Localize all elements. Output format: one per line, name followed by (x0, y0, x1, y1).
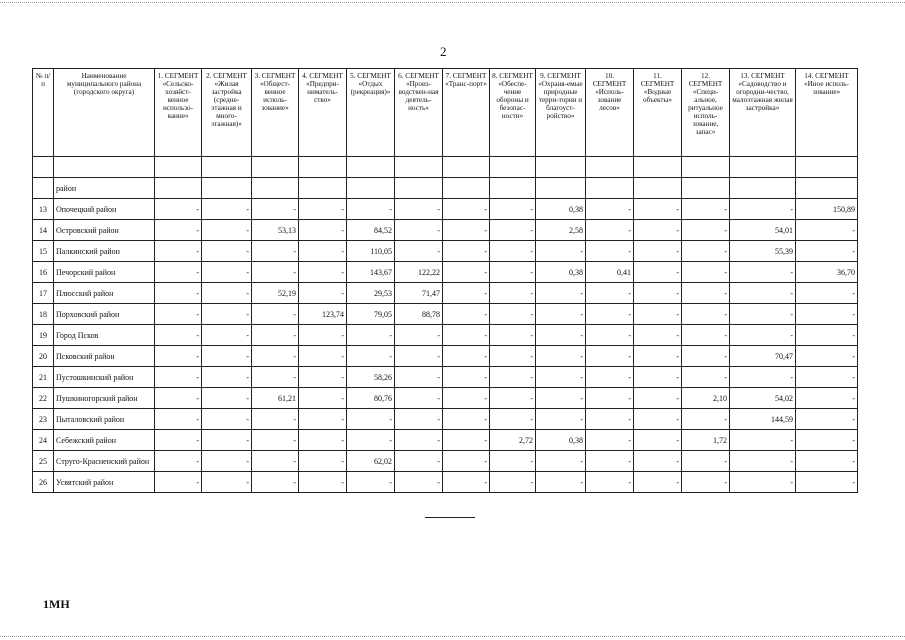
segment-value-cell: - (155, 430, 202, 451)
header-cell: 11. СЕГМЕНТ «Водные объекты» (634, 69, 682, 157)
segment-value-cell: - (155, 199, 202, 220)
segment-value-cell: - (443, 220, 490, 241)
segment-value-cell: - (536, 367, 586, 388)
segment-value-cell: - (634, 430, 682, 451)
table-header-row (33, 69, 858, 157)
table-row (33, 430, 858, 451)
segment-value-cell: - (299, 388, 347, 409)
segment-value-cell: - (443, 304, 490, 325)
header-cell: 1. СЕГМЕНТ «Сельско-хозяйст-венное использо-вание» (155, 69, 202, 157)
segment-value-cell: - (443, 241, 490, 262)
segment-value-cell: - (299, 199, 347, 220)
row-number: 18 (33, 304, 54, 325)
segment-value-cell: - (395, 409, 443, 430)
segment-value-cell: - (730, 325, 796, 346)
segment-value-cell: - (634, 472, 682, 493)
segment-value-cell: - (347, 472, 395, 493)
segment-value-cell: - (586, 430, 634, 451)
segment-value-cell: - (443, 409, 490, 430)
segment-value-cell: - (155, 388, 202, 409)
segment-value-cell: - (299, 367, 347, 388)
segment-value-cell: - (395, 199, 443, 220)
segment-value-cell: - (252, 346, 299, 367)
segment-value-cell: - (155, 283, 202, 304)
segment-value-cell: - (202, 367, 252, 388)
segment-value-cell: - (490, 409, 536, 430)
segment-value-cell: - (202, 472, 252, 493)
footer-code: 1МН (43, 597, 70, 611)
segment-value-cell: - (730, 304, 796, 325)
segment-value-cell: - (202, 283, 252, 304)
segment-value-cell: 62,02 (347, 451, 395, 472)
district-name: Псковский район (54, 346, 155, 367)
segment-value-cell: - (536, 451, 586, 472)
header-cell: 13. СЕГМЕНТ «Садоводство и огородни-чество, малоэтажная жилая застройка» (730, 69, 796, 157)
segment-value-cell: - (252, 262, 299, 283)
row-number: 20 (33, 346, 54, 367)
table-row (33, 220, 858, 241)
row-number: 23 (33, 409, 54, 430)
segment-value-cell: - (202, 220, 252, 241)
header-cell: 5. СЕГМЕНТ «Отдых (рекреация)» (347, 69, 395, 157)
segment-value-cell: - (347, 346, 395, 367)
segment-value-cell: - (536, 409, 586, 430)
segment-value-cell: - (490, 241, 536, 262)
segment-value-cell: - (796, 451, 858, 472)
district-name: Струго-Красненский район (54, 451, 155, 472)
district-name: Пушкиногорский район (54, 388, 155, 409)
segment-value-cell: - (682, 346, 730, 367)
segment-value-cell: - (796, 241, 858, 262)
row-number: 21 (33, 367, 54, 388)
segment-value-cell: - (202, 199, 252, 220)
segment-value-cell: - (730, 262, 796, 283)
segment-value-cell: 84,52 (347, 220, 395, 241)
segment-value-cell: 53,13 (252, 220, 299, 241)
row-number: 15 (33, 241, 54, 262)
header-cell: 2. СЕГМЕНТ «Жилая застройка (средне-этажная и много-этажная)» (202, 69, 252, 157)
segment-value-cell: - (536, 325, 586, 346)
segment-value-cell: - (490, 304, 536, 325)
segment-value-cell: 55,39 (730, 241, 796, 262)
table-row (33, 262, 858, 283)
segment-value-cell: - (682, 409, 730, 430)
segment-value-cell: - (202, 388, 252, 409)
segment-value-cell: - (634, 283, 682, 304)
segment-value-cell: 1,72 (682, 430, 730, 451)
segment-value-cell: - (536, 388, 586, 409)
segment-value-cell: 110,05 (347, 241, 395, 262)
segment-value-cell: - (586, 388, 634, 409)
segment-value-cell: - (682, 304, 730, 325)
segment-value-cell: - (536, 241, 586, 262)
table-row (33, 367, 858, 388)
segment-value-cell: - (490, 262, 536, 283)
segment-value-cell: - (443, 283, 490, 304)
segment-value-cell: - (443, 430, 490, 451)
segment-value-cell: 52,19 (252, 283, 299, 304)
page-number: 2 (440, 44, 447, 59)
segment-value-cell: - (634, 367, 682, 388)
segment-value-cell: - (586, 367, 634, 388)
row-number: 24 (33, 430, 54, 451)
segment-value-cell: - (586, 346, 634, 367)
segment-value-cell: - (490, 367, 536, 388)
segment-value-cell: - (682, 220, 730, 241)
segment-value-cell: - (299, 430, 347, 451)
segment-value-cell: - (395, 430, 443, 451)
segment-value-cell: - (443, 199, 490, 220)
segment-value-cell: - (634, 304, 682, 325)
segment-value-cell: - (443, 367, 490, 388)
segment-value-cell: - (796, 472, 858, 493)
district-name: Пустошкинский район (54, 367, 155, 388)
segment-value-cell: - (586, 304, 634, 325)
segment-value-cell: - (796, 409, 858, 430)
segment-value-cell: - (155, 451, 202, 472)
segment-value-cell: - (634, 199, 682, 220)
segment-value-cell: 70,47 (730, 346, 796, 367)
segment-area-table (32, 68, 858, 493)
segment-value-cell: 150,89 (796, 199, 858, 220)
segment-value-cell: - (490, 199, 536, 220)
header-cell: 7. СЕГМЕНТ «Транс-порт» (443, 69, 490, 157)
segment-value-cell: - (443, 346, 490, 367)
segment-value-cell: - (443, 451, 490, 472)
segment-value-cell: - (536, 346, 586, 367)
segment-value-cell: - (395, 472, 443, 493)
district-name: Островский район (54, 220, 155, 241)
segment-value-cell: - (299, 346, 347, 367)
segment-value-cell: - (586, 199, 634, 220)
table-row (33, 472, 858, 493)
district-name: Плюсский район (54, 283, 155, 304)
segment-value-cell: 54,02 (730, 388, 796, 409)
row-number: 14 (33, 220, 54, 241)
segment-value-cell: - (634, 325, 682, 346)
segment-value-cell: - (443, 325, 490, 346)
segment-value-cell: 80,76 (347, 388, 395, 409)
segment-value-cell: 123,74 (299, 304, 347, 325)
segment-value-cell: - (586, 472, 634, 493)
continuation-row (33, 178, 858, 199)
segment-value-cell: - (586, 220, 634, 241)
segment-value-cell: - (252, 304, 299, 325)
table-row (33, 283, 858, 304)
segment-value-cell: - (299, 283, 347, 304)
segment-value-cell: - (730, 367, 796, 388)
spacer-row (33, 157, 858, 178)
segment-value-cell: 79,05 (347, 304, 395, 325)
segment-value-cell: - (395, 388, 443, 409)
district-name: Пыталовский район (54, 409, 155, 430)
segment-value-cell: - (490, 283, 536, 304)
header-cell: 4. СЕГМЕНТ «Предпри-ниматель-ство» (299, 69, 347, 157)
segment-value-cell: - (634, 241, 682, 262)
segment-value-cell: - (155, 304, 202, 325)
segment-value-cell: - (796, 220, 858, 241)
table-row (33, 346, 858, 367)
segment-value-cell: - (536, 283, 586, 304)
segment-value-cell: - (155, 241, 202, 262)
segment-value-cell: - (536, 472, 586, 493)
header-cell: 6. СЕГМЕНТ «Произ-водствен-ная деятель-ность» (395, 69, 443, 157)
segment-value-cell: 54,01 (730, 220, 796, 241)
segment-value-cell: - (586, 283, 634, 304)
segment-value-cell: 0,38 (536, 199, 586, 220)
segment-value-cell: - (202, 262, 252, 283)
segment-value-cell: 0,38 (536, 262, 586, 283)
table-row (33, 409, 858, 430)
segment-value-cell: - (252, 472, 299, 493)
segment-value-cell: - (586, 325, 634, 346)
segment-value-cell: - (490, 325, 536, 346)
segment-value-cell: 0,41 (586, 262, 634, 283)
segment-value-cell: - (299, 220, 347, 241)
segment-value-cell: - (395, 241, 443, 262)
segment-value-cell: - (395, 367, 443, 388)
header-cell: 8. СЕГМЕНТ «Обеспе-чение обороны и безопас-ности» (490, 69, 536, 157)
segment-value-cell: - (730, 430, 796, 451)
segment-value-cell: - (395, 346, 443, 367)
row-number: 22 (33, 388, 54, 409)
segment-value-cell: - (299, 451, 347, 472)
segment-value-cell: - (490, 220, 536, 241)
segment-value-cell: - (299, 472, 347, 493)
row-number: 19 (33, 325, 54, 346)
segment-value-cell: - (347, 325, 395, 346)
segment-value-cell: 36,70 (796, 262, 858, 283)
segment-value-cell: 144,59 (730, 409, 796, 430)
table-row (33, 241, 858, 262)
segment-value-cell: - (202, 346, 252, 367)
header-cell: 10. СЕГМЕНТ «Исполь-зование лесов» (586, 69, 634, 157)
segment-value-cell: - (730, 283, 796, 304)
segment-value-cell: - (443, 262, 490, 283)
segment-value-cell: 2,72 (490, 430, 536, 451)
table-row (33, 199, 858, 220)
district-name: Опочецкий район (54, 199, 155, 220)
segment-value-cell: - (796, 304, 858, 325)
segment-value-cell: - (682, 283, 730, 304)
segment-value-cell: - (490, 472, 536, 493)
segment-value-cell: - (252, 325, 299, 346)
segment-value-cell: - (202, 451, 252, 472)
row-number: 13 (33, 199, 54, 220)
segment-value-cell: - (634, 451, 682, 472)
segment-value-cell: 29,53 (347, 283, 395, 304)
segment-value-cell: - (796, 430, 858, 451)
segment-value-cell: - (796, 388, 858, 409)
segment-value-cell: - (796, 367, 858, 388)
segment-value-cell: 2,58 (536, 220, 586, 241)
segment-value-cell: - (347, 430, 395, 451)
segment-value-cell: - (155, 262, 202, 283)
segment-value-cell: - (347, 199, 395, 220)
segment-value-cell: - (682, 325, 730, 346)
segment-value-cell: - (202, 241, 252, 262)
header-cell: № п/п (33, 69, 54, 157)
segment-value-cell: - (682, 451, 730, 472)
row-number: 16 (33, 262, 54, 283)
segment-value-cell: - (682, 367, 730, 388)
segment-value-cell: - (682, 262, 730, 283)
table-row (33, 325, 858, 346)
district-name: Печорский район (54, 262, 155, 283)
segment-value-cell: - (796, 346, 858, 367)
segment-value-cell: - (155, 346, 202, 367)
segment-value-cell: - (155, 472, 202, 493)
segment-value-cell: 2,10 (682, 388, 730, 409)
segment-value-cell: - (682, 241, 730, 262)
segment-value-cell: - (252, 367, 299, 388)
table-row (33, 451, 858, 472)
segment-value-cell: - (202, 430, 252, 451)
segment-value-cell: - (202, 325, 252, 346)
segment-value-cell: 0,38 (536, 430, 586, 451)
segment-value-cell: - (796, 283, 858, 304)
district-name: Город Псков (54, 325, 155, 346)
segment-value-cell: - (730, 472, 796, 493)
segment-value-cell: - (443, 388, 490, 409)
header-cell: 12. СЕГМЕНТ «Специ-альное, ритуальное исполь-зование, запас» (682, 69, 730, 157)
segment-value-cell: - (155, 220, 202, 241)
segment-value-cell: - (155, 325, 202, 346)
segment-value-cell: - (682, 199, 730, 220)
segment-value-cell: - (682, 472, 730, 493)
segment-value-cell: - (490, 451, 536, 472)
segment-value-cell: - (490, 388, 536, 409)
segment-value-cell: - (634, 346, 682, 367)
continuation-label: район (54, 178, 155, 199)
segment-value-cell: - (730, 451, 796, 472)
row-number: 25 (33, 451, 54, 472)
segment-value-cell: - (586, 409, 634, 430)
segment-value-cell: - (796, 325, 858, 346)
district-name: Палкинский район (54, 241, 155, 262)
segment-value-cell: 61,21 (252, 388, 299, 409)
segment-value-cell: - (252, 199, 299, 220)
segment-value-cell: - (252, 430, 299, 451)
segment-value-cell: - (536, 304, 586, 325)
segment-value-cell: - (443, 472, 490, 493)
segment-value-cell: - (395, 451, 443, 472)
segment-value-cell: - (202, 409, 252, 430)
segment-value-cell: - (155, 367, 202, 388)
header-cell: Наименование муниципального района (городского округа) (54, 69, 155, 157)
segment-value-cell: - (155, 409, 202, 430)
segment-value-cell: - (395, 325, 443, 346)
header-cell: 14. СЕГМЕНТ «Иное исполь-зование» (796, 69, 858, 157)
segment-value-cell: - (347, 409, 395, 430)
segment-value-cell: - (299, 409, 347, 430)
page-end-rule (425, 517, 475, 518)
segment-value-cell: 71,47 (395, 283, 443, 304)
segment-value-cell: - (490, 346, 536, 367)
segment-value-cell: 143,67 (347, 262, 395, 283)
segment-value-cell: - (252, 451, 299, 472)
district-name: Себежский район (54, 430, 155, 451)
header-cell: 9. СЕГМЕНТ «Охраня-емые природные терри-тории и благоуст-ройство» (536, 69, 586, 157)
segment-value-cell: 88,78 (395, 304, 443, 325)
header-cell: 3. СЕГМЕНТ «Общест-венное исполь-зование» (252, 69, 299, 157)
segment-value-cell: - (395, 220, 443, 241)
segment-value-cell: - (299, 241, 347, 262)
district-name: Порховский район (54, 304, 155, 325)
segment-value-cell: - (634, 220, 682, 241)
segment-value-cell: - (586, 451, 634, 472)
row-number: 26 (33, 472, 54, 493)
table-row (33, 304, 858, 325)
district-name: Усвятский район (54, 472, 155, 493)
scan-edge-bottom (0, 636, 905, 637)
segment-value-cell: - (299, 325, 347, 346)
segment-value-cell: 122,22 (395, 262, 443, 283)
segment-value-cell: - (634, 388, 682, 409)
segment-value-cell: - (634, 409, 682, 430)
segment-value-cell: - (202, 304, 252, 325)
segment-value-cell: - (299, 262, 347, 283)
segment-value-cell: 58,26 (347, 367, 395, 388)
segment-value-cell: - (634, 262, 682, 283)
table-row (33, 388, 858, 409)
scan-edge-top (0, 2, 905, 3)
segment-value-cell: - (730, 199, 796, 220)
segment-value-cell: - (252, 409, 299, 430)
segment-value-cell: - (586, 241, 634, 262)
segment-value-cell: - (252, 241, 299, 262)
row-number: 17 (33, 283, 54, 304)
